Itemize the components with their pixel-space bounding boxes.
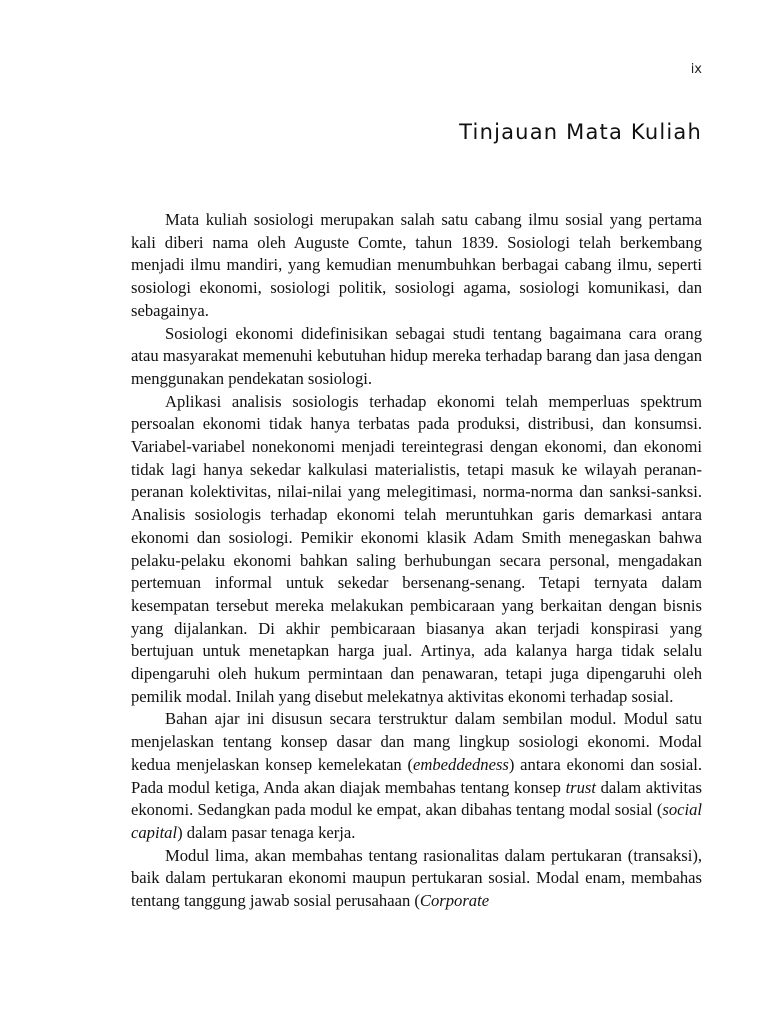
- paragraph: [131, 845, 702, 913]
- paragraph: [131, 323, 702, 391]
- paragraph: [131, 391, 702, 709]
- body-text: [131, 209, 702, 913]
- paragraph: [131, 209, 702, 323]
- paragraph: [131, 708, 702, 844]
- text-run: ) dalam pasar tenaga kerja.: [177, 822, 356, 842]
- text-run: Aplikasi analisis sosiologis terhadap ekonomi telah memperluas spektrum persoalan ekonomi tidak hanya terbatas pada produksi, distribusi, dan konsumsi. Variabel-variabel nonekonomi menjadi tereintegrasi dengan ekonomi, dan ekonomi tidak lagi hanya sekedar kalkulasi materialistis, tetapi masuk ke wilayah peranan-peranan kolektivitas, nilai-nilai yang melegitimasi, norma-norma dan sanksi-sanksi. Analisis sosiologis terhadap ekonomi telah meruntuhkan garis demarkasi antara ekonomi dan sosiologi. Pemikir ekonomi klasik Adam Smith menegaskan bahwa pelaku-pelaku ekonomi bahkan saling berhubungan secara personal, mengadakan pertemuan informal untuk sekedar bersenang-senang. Tetapi ternyata dalam kesempatan tersebut mereka melakukan pembicaraan yang berkaitan dengan bisnis yang dijalankan. Di akhir pembicaraan biasanya akan terjadi konspirasi yang bertujuan untuk menetapkan harga jual. Artinya, ada kalanya harga tidak selalu dipengaruhi oleh hukum permintaan dan penawaran, tetapi juga dipengaruhi oleh pemilik modal. Inilah yang disebut melekatnya aktivitas ekonomi terhadap sosial.: [131, 391, 702, 706]
- text-run: Modul lima, akan membahas tentang rasionalitas dalam pertukaran (transaksi), baik dalam pertukaran ekonomi maupun pertukaran sosial. Modal enam, membahas tentang tanggung jawab sosial perusahaan (: [131, 845, 702, 911]
- italic-term: embeddedness: [413, 754, 509, 774]
- text-run: ) antara ekonomi dan sosial. Pada modul ketiga, Anda akan diajak membahas tentang konsep: [131, 754, 702, 797]
- text-run: dalam aktivitas ekonomi. Sedangkan pada modul ke empat, akan dibahas tentang modal sosial (: [131, 777, 702, 820]
- page-number: ix: [690, 62, 702, 77]
- italic-term: Corporate: [419, 891, 490, 911]
- text-run: Bahan ajar ini disusun secara terstruktur dalam sembilan modul. Modul satu menjelaskan tentang konsep dasar dan mang lingkup sosiologi ekonomi. Modal kedua menjelaskan konsep kemelekatan (: [131, 709, 702, 774]
- chapter-title: Tinjauan Mata Kuliah: [459, 120, 702, 144]
- text-run: Mata kuliah sosiologi merupakan salah satu cabang ilmu sosial yang pertama kali diberi nama oleh Auguste Comte, tahun 1839. Sosiologi telah berkembang menjadi ilmu mandiri, yang kemudian menumbuhkan berbagai cabang ilmu, seperti sosiologi ekonomi, sosiologi politik, sosiologi agama, sosiologi komunikasi, dan sebagainya.: [131, 210, 702, 320]
- italic-term: social capital: [131, 800, 702, 842]
- italic-term: trust: [565, 777, 596, 797]
- text-run: Sosiologi ekonomi didefinisikan sebagai studi tentang bagaimana cara orang atau masyarakat memenuhi kebutuhan hidup mereka terhadap barang dan jasa dengan menggunakan pendekatan sosiologi.: [131, 323, 702, 388]
